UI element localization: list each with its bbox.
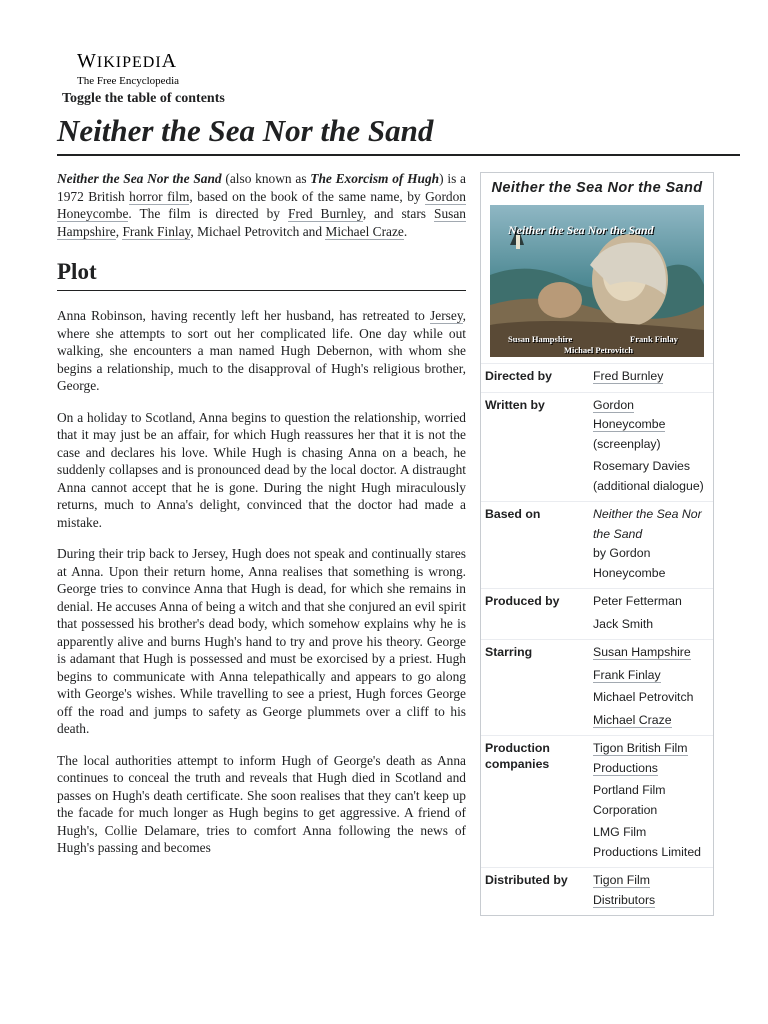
writer-note: (screenplay): [593, 436, 661, 451]
producer: Peter Fetterman: [593, 594, 682, 608]
infobox-row-directed-by: [481, 363, 713, 392]
plot-text: Anna Robinson, having recently left her husband, has retreated to: [57, 308, 431, 323]
plot-paragraph: [57, 307, 466, 395]
infobox-row-based-on: [481, 501, 713, 588]
toggle-toc-button[interactable]: Toggle the table of contents: [62, 91, 225, 106]
infobox-label: Based on: [485, 507, 541, 521]
company: LMG Film Productions Limited: [593, 825, 701, 859]
infobox-label: Written by: [485, 397, 545, 412]
lead-title: Neither the Sea Nor the Sand: [57, 171, 222, 186]
article-body: [57, 170, 466, 871]
link-frank-finlay[interactable]: Frank Finlay: [593, 667, 661, 682]
poster-credit: Michael Petrovitch: [564, 345, 634, 355]
page-title: Neither the Sea Nor the Sand: [57, 112, 740, 156]
infobox-row-produced-by: [481, 588, 713, 639]
lead-paragraph: [57, 170, 466, 240]
lead-text: . The film is directed by: [128, 206, 288, 221]
plot-text: , where she attempts to sort out her complicated life. One day while out walking, she encounters a man named Hugh Debernon, with whom she begins a relationship, much to the disapproval of Hugh's religious brother, George.: [57, 308, 466, 393]
alt-title: The Exorcism of Hugh: [310, 171, 440, 186]
link-jersey[interactable]: Jersey: [430, 308, 463, 323]
source-author: by Gordon Honeycombe: [593, 546, 666, 580]
link-tigon-british[interactable]: Tigon British Film Productions: [593, 741, 688, 775]
company: Portland Film Corporation: [593, 783, 666, 817]
lead-text: ) is a 1972 British: [57, 171, 466, 204]
infobox: [480, 172, 714, 916]
infobox-row-starring: [481, 639, 713, 735]
wikipedia-logo[interactable]: [77, 50, 179, 87]
producer: Jack Smith: [593, 616, 654, 631]
link-susan-hampshire[interactable]: Susan Hampshire: [57, 206, 466, 239]
infobox-row-written-by: [481, 392, 713, 502]
poster-credit: Susan Hampshire: [508, 334, 573, 344]
infobox-row-production-companies: [481, 735, 713, 867]
poster-credit: Frank Finlay: [630, 334, 678, 344]
link-gordon-honeycombe[interactable]: Gordon Honeycombe: [593, 397, 666, 431]
lead-text: , Michael Petrovitch and: [190, 223, 326, 239]
link-michael-craze[interactable]: Michael Craze: [593, 712, 672, 727]
infobox-label: Starring: [485, 645, 533, 659]
section-heading-plot: Plot: [57, 258, 466, 291]
link-fred-burnley[interactable]: Fred Burnley: [288, 206, 363, 221]
infobox-label: Directed by: [485, 369, 552, 383]
tagline: The Free Encyclopedia: [77, 75, 180, 87]
infobox-label: Distributed by: [485, 873, 568, 887]
poster-title: Neither the Sea Nor the Sand: [508, 223, 654, 237]
lead-text: , based on the book of the same name, by: [189, 188, 426, 204]
writer-note: (additional dialogue): [593, 478, 704, 493]
infobox-label: Production companies: [485, 741, 550, 771]
link-fred-burnley[interactable]: Fred Burnley: [593, 369, 664, 383]
link-tigon-film-distributors[interactable]: Tigon Film Distributors: [593, 873, 656, 907]
link-frank-finlay[interactable]: Frank Finlay: [122, 223, 191, 239]
link-susan-hampshire[interactable]: Susan Hampshire: [593, 645, 691, 659]
cast-member: Michael Petrovitch: [593, 690, 694, 704]
film-poster-image[interactable]: [490, 205, 704, 357]
wordmark: WIKIPEDIA: [77, 50, 178, 72]
lead-text: ,: [115, 223, 123, 239]
infobox-label: Produced by: [485, 594, 560, 608]
writer-name: Rosemary Davies: [593, 459, 691, 473]
infobox-title: Neither the Sea Nor the Sand: [491, 180, 703, 196]
lead-text: (also known as: [221, 171, 311, 186]
source-work: Neither the Sea Nor the Sand: [593, 507, 702, 541]
infobox-row-distributed-by: [481, 867, 713, 915]
link-horror-film[interactable]: horror film: [129, 188, 190, 204]
lead-text: .: [403, 223, 408, 239]
link-gordon-honeycombe[interactable]: Gordon Honeycombe: [57, 188, 466, 221]
plot-paragraph: During their trip back to Jersey, Hugh does not speak and continually stares at Anna. Upon their return home, Anna realises that something is wrong. George tries to convince Anna that Hugh is dead, for which she remains in denial. He accuses Anna of being a witch and that she conjured an evil spirit that possessed his brother's dead body, which somehow explains why he is apparently alive and burns Hugh's hand to try and prove his theory. George is adamant that Hugh is possessed and must be exorcised by a priest. Hugh begins to communicate with Anna telepathically and appears to go along with George's wishes. While travelling to see a priest, Hugh forces George off the road and jumps to safety as George plummets over a cliff to his death.: [57, 546, 466, 736]
link-michael-craze[interactable]: Michael Craze: [325, 223, 404, 239]
lead-text: , and stars: [362, 206, 434, 221]
plot-paragraph: On a holiday to Scotland, Anna begins to question the relationship, worried that it may just be an affair, for which Hugh reassures her that it is not the case and declares his love. While Hugh is chasing Anna on a beach, he suddenly collapses and is pronounced dead by the local doctor. A distraught Anna cannot accept that he is gone. During the night Hugh miraculously returns, much to Anna's delight, convinced that the doctor had made a mistake.: [57, 409, 466, 530]
plot-paragraph: The local authorities attempt to inform Hugh of George's death as Anna continues to conceal the truth and reveals that Hugh died in Scotland and passes on Hugh's death certificate. She soon realises that they can't keep up the facade for much longer as Hugh begins to get aggressive. A friend of Hugh's, Collie Delamare, tries to comfort Anna following the news of Hugh's passing and becomes: [57, 752, 466, 855]
